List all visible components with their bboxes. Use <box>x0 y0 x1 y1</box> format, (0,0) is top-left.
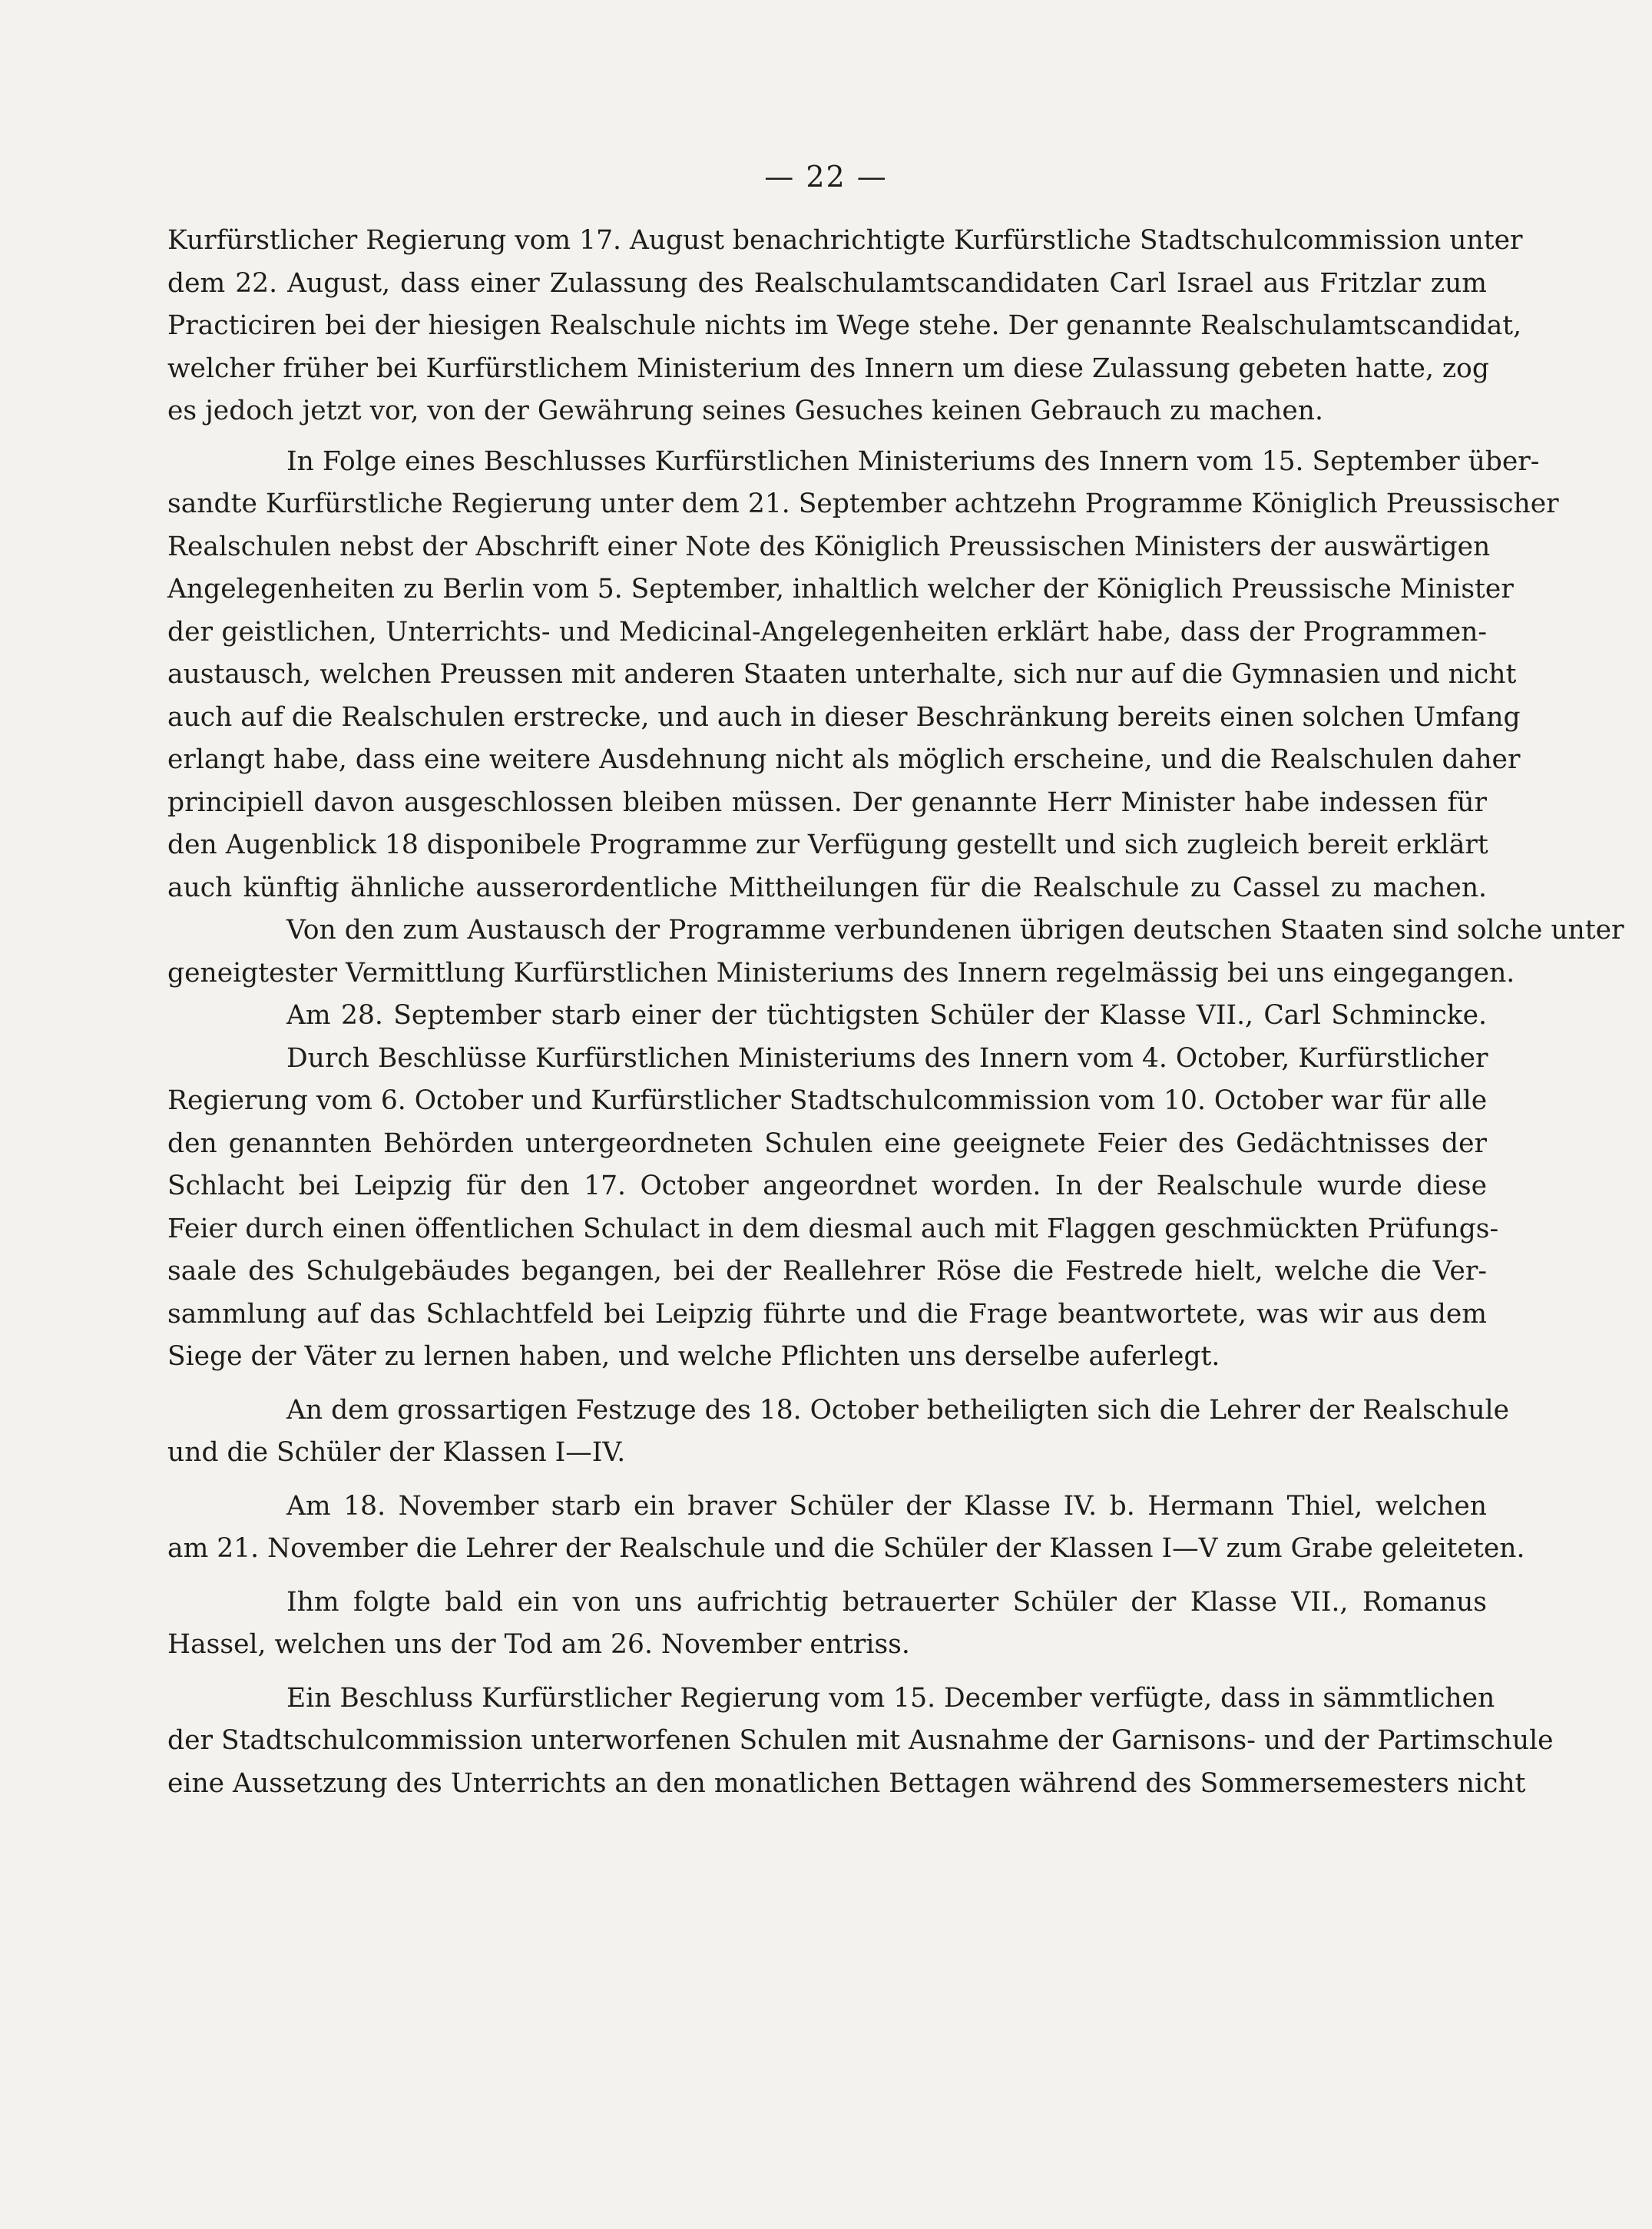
text-line: principiell davon ausgeschlossen bleiben müssen. Der genannte Herr Minister habe indessen für <box>167 787 1487 818</box>
text-line: Am 18. November starb ein braver Schüler der Klasse IV. b. Hermann Thiel, welchen <box>286 1490 1487 1522</box>
text-line: Von den zum Austausch der Programme verbundenen übrigen deutschen Staaten sind solche unter <box>286 915 1624 946</box>
text-line: auch auf die Realschulen erstrecke, und auch in dieser Beschränkung bereits einen solchen Umfang <box>167 701 1521 733</box>
text-line: Feier durch einen öffentlichen Schulact in dem diesmal auch mit Flaggen geschmückten Prüfungs- <box>167 1213 1499 1244</box>
text-line: erlangt habe, dass eine weitere Ausdehnung nicht als möglich erscheine, und die Realschulen daher <box>167 744 1521 775</box>
text-line: dem 22. August, dass einer Zulassung des Realschulamtscandidaten Carl Israel aus Fritzlar zum <box>167 267 1487 299</box>
text-line: welcher früher bei Kurfürstlichem Ministerium des Innern um diese Zulassung gebeten hatte, zog <box>167 353 1489 384</box>
paragraph <box>167 220 1523 433</box>
paragraph <box>167 1678 1554 1806</box>
text-line: geneigtester Vermittlung Kurfürstlichen Ministeriums des Innern regelmässig bei uns eingegangen. <box>167 957 1515 989</box>
text-line: Durch Beschlüsse Kurfürstlichen Ministeriums des Innern vom 4. October, Kurfürstlicher <box>286 1042 1488 1074</box>
text-line: den Augenblick 18 disponibele Programme zur Verfügung gestellt und sich zugleich bereit erklärt <box>167 830 1488 860</box>
text-line: sammlung auf das Schlachtfeld bei Leipzig führte und die Frage beantwortete, was wir aus dem <box>167 1298 1487 1330</box>
text-line: Realschulen nebst der Abschrift einer Note des Königlich Preussischen Ministers der auswärtigen <box>167 531 1491 562</box>
document-body <box>167 220 1624 1805</box>
text-line: es jedoch jetzt vor, von der Gewährung seines Gesuches keinen Gebrauch zu machen. <box>167 396 1323 426</box>
text-line: austausch, welchen Preussen mit anderen Staaten unterhalte, sich nur auf die Gymnasien und nicht <box>167 659 1517 690</box>
text-line: am 21. November die Lehrer der Realschule und die Schüler der Klassen I—V zum Grabe geleiteten. <box>167 1533 1525 1564</box>
paragraph <box>167 909 1624 995</box>
text-line: sandte Kurfürstliche Regierung unter dem 21. September achtzehn Programme Königlich Preussischer <box>167 489 1559 519</box>
text-line: Ihm folgte bald ein von uns aufrichtig betrauerter Schüler der Klasse VII., Romanus <box>286 1586 1487 1618</box>
paragraph <box>167 441 1559 910</box>
text-line: In Folge eines Beschlusses Kurfürstlichen Ministeriums des Innern vom 15. September über- <box>286 445 1540 477</box>
text-line: Siege der Väter zu lernen haben, und welche Pflichten uns derselbe auferlegt. <box>167 1341 1220 1372</box>
text-line: eine Aussetzung des Unterrichts an den monatlichen Bettagen während des Sommersemesters nicht <box>167 1767 1526 1799</box>
text-line: der geistlichen, Unterrichts- und Medicinal-Angelegenheiten erklärt habe, dass der Programmen- <box>167 616 1487 648</box>
text-line: saale des Schulgebäudes begangen, bei der Reallehrer Röse die Festrede hielt, welche die Ver- <box>167 1256 1487 1287</box>
paragraph <box>167 1038 1499 1379</box>
paragraph <box>167 995 1487 1038</box>
text-line: der Stadtschulcommission unterworfenen Schulen mit Ausnahme der Garnisons- und der Partimschule <box>167 1725 1554 1756</box>
page-number: — 22 — <box>764 160 888 194</box>
text-line: An dem grossartigen Festzuge des 18. October betheiligten sich die Lehrer der Realschule <box>286 1394 1509 1426</box>
text-line: Ein Beschluss Kurfürstlicher Regierung vom 15. December verfügte, dass in sämmtlichen <box>286 1682 1495 1714</box>
text-line: Hassel, welchen uns der Tod am 26. November entriss. <box>167 1629 910 1660</box>
text-line: Regierung vom 6. October und Kurfürstlicher Stadtschulcommission vom 10. October war für alle <box>167 1085 1488 1116</box>
text-line: den genannten Behörden untergeordneten Schulen eine geeignete Feier des Gedächtnisses der <box>167 1128 1487 1159</box>
text-line: Practiciren bei der hiesigen Realschule nichts im Wege stehe. Der genannte Realschulamtscandidat, <box>167 310 1522 341</box>
text-line: Kurfürstlicher Regierung vom 17. August benachrichtigte Kurfürstliche Stadtschulcommission unter <box>167 225 1523 256</box>
text-line: Am 28. September starb einer der tüchtigsten Schüler der Klasse VII., Carl Schmincke. <box>286 1000 1487 1031</box>
paragraph <box>167 1389 1509 1475</box>
paragraph <box>167 1485 1525 1571</box>
paragraph <box>167 1581 1487 1667</box>
text-line: Schlacht bei Leipzig für den 17. October angeordnet worden. In der Realschule wurde diese <box>167 1171 1487 1201</box>
text-line: auch künftig ähnliche ausserordentliche Mittheilungen für die Realschule zu Cassel zu machen. <box>167 872 1487 903</box>
text-line: und die Schüler der Klassen I—IV. <box>167 1437 626 1468</box>
text-line: Angelegenheiten zu Berlin vom 5. September, inhaltlich welcher der Königlich Preussische Minister <box>167 574 1514 604</box>
